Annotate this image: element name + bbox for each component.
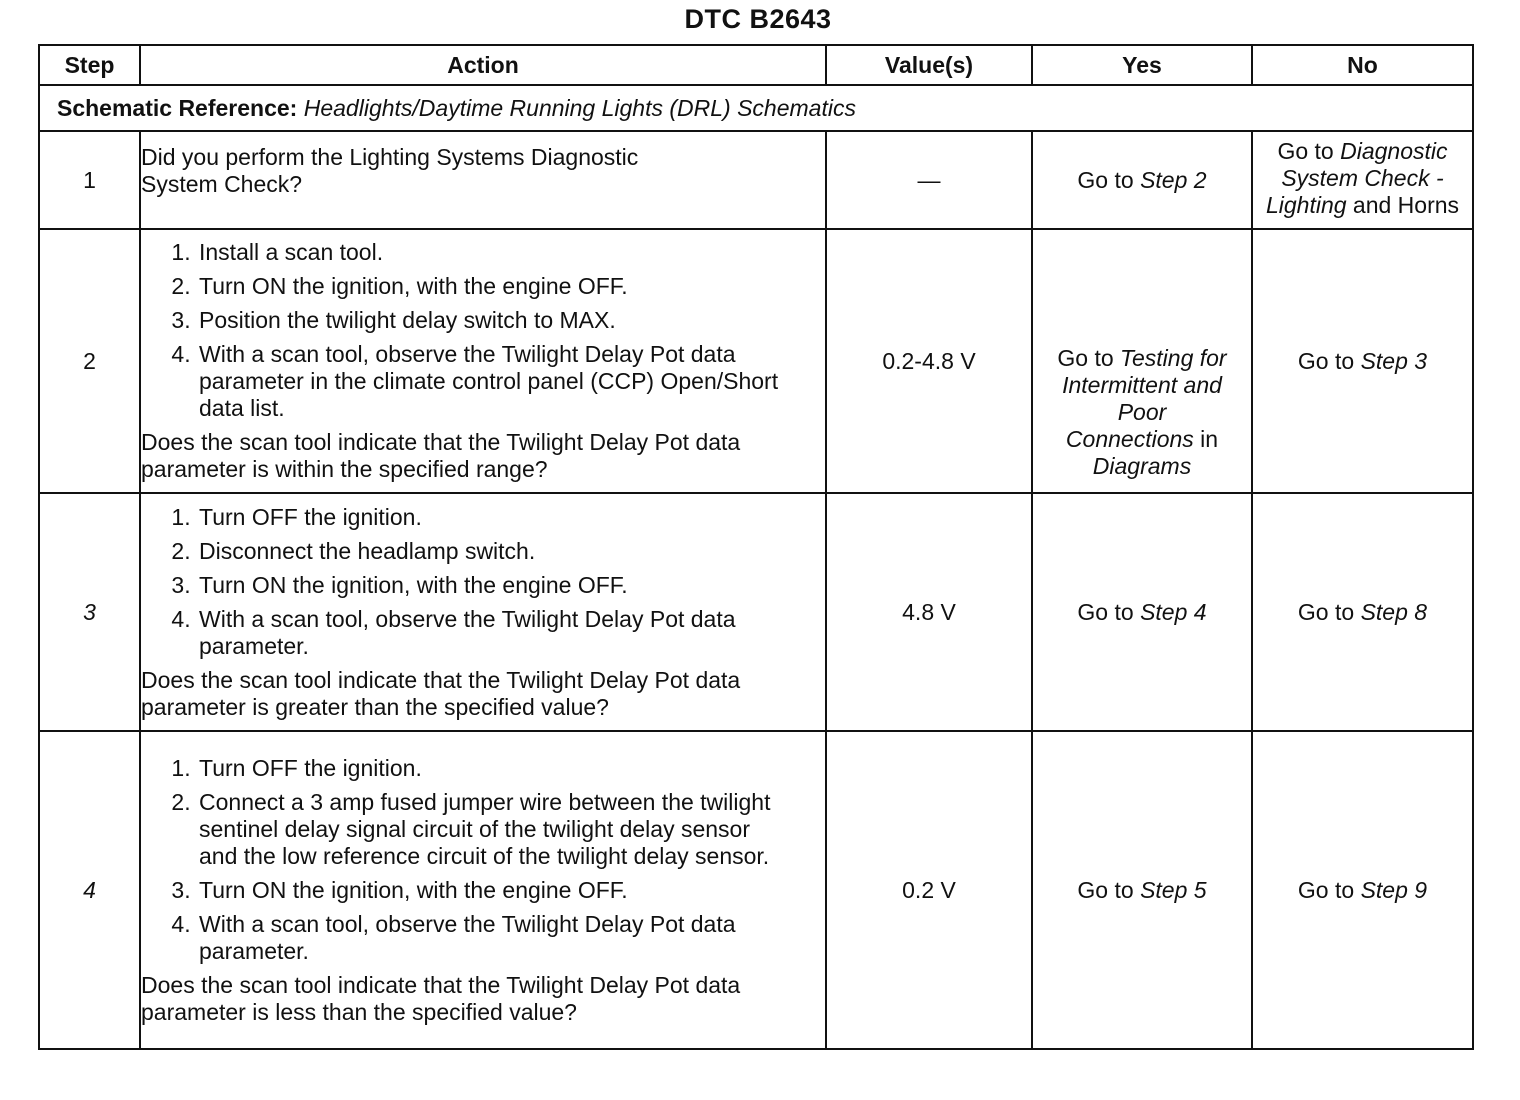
list-item: 3. Turn ON the ignition, with the engine OFF. [197, 572, 825, 599]
list-item: 1. Install a scan tool. [197, 239, 825, 266]
step-link[interactable]: Step 9 [1360, 876, 1428, 903]
action-steps [141, 239, 825, 422]
value-cell: 4.8 V [826, 493, 1032, 731]
value-cell: 0.2-4.8 V [826, 229, 1032, 493]
list-item: 1. Turn OFF the ignition. [197, 755, 825, 782]
action-question: Does the scan tool indicate that the Twilight Delay Pot data parameter is greater than the specified value? [141, 666, 741, 720]
header-yes: Yes [1032, 45, 1252, 85]
step-link[interactable]: Step 4 [1140, 598, 1207, 625]
list-item: 4. With a scan tool, observe the Twilight Delay Pot data parameter in the climate control panel (CCP) Open/Short data list. [197, 341, 825, 422]
header-values: Value(s) [826, 45, 1032, 85]
table-row [39, 731, 1473, 1049]
diagnostic-system-check-link[interactable]: Diagnostic System Check - Lighting [1265, 138, 1448, 218]
value-cell: 0.2 V [826, 731, 1032, 1049]
action-question: Does the scan tool indicate that the Twilight Delay Pot data parameter is less than the specified value? [141, 971, 741, 1025]
diagrams-link[interactable]: Diagrams [1092, 452, 1192, 479]
table-row [39, 131, 1473, 229]
header-no: No [1252, 45, 1473, 85]
schematic-reference-label: Schematic Reference: [57, 94, 298, 121]
action-question: Did you perform the Lighting Systems Diagnostic System Check? [141, 144, 639, 197]
step-number: 4 [39, 731, 140, 1049]
yes-cell: Go to Step 4 [1032, 493, 1252, 731]
yes-cell: Go to Step 5 [1032, 731, 1252, 1049]
step-link[interactable]: Step 5 [1140, 876, 1207, 903]
step-number: 3 [39, 493, 140, 731]
yes-cell: Go to Testing for Intermittent and Poor Connections in Diagrams [1032, 229, 1252, 493]
list-item: 4. With a scan tool, observe the Twilight Delay Pot data parameter. [197, 606, 825, 660]
action-steps [141, 755, 825, 965]
testing-intermittent-link[interactable]: Testing for Intermittent and Poor Connections [1062, 344, 1227, 452]
list-item: 2. Disconnect the headlamp switch. [197, 538, 825, 565]
schematic-reference-value: Headlights/Daytime Running Lights (DRL) Schematics [303, 94, 856, 121]
yes-cell: Go to Step 2 [1032, 131, 1252, 229]
step-link[interactable]: Step 8 [1360, 598, 1428, 625]
list-item: 3. Turn ON the ignition, with the engine OFF. [197, 877, 825, 904]
step-link[interactable]: Step 2 [1140, 166, 1207, 193]
list-item: 4. With a scan tool, observe the Twilight Delay Pot data parameter. [197, 911, 825, 965]
action-cell [140, 229, 826, 493]
diagnostic-table [38, 44, 1474, 1050]
table-row [39, 229, 1473, 493]
step-number: 1 [39, 131, 140, 229]
list-item: 1. Turn OFF the ignition. [197, 504, 825, 531]
action-cell [140, 493, 826, 731]
no-cell: Go to Step 3 [1252, 229, 1473, 493]
header-step: Step [39, 45, 140, 85]
header-row [39, 45, 1473, 85]
step-number: 2 [39, 229, 140, 493]
list-item: 2. Turn ON the ignition, with the engine OFF. [197, 273, 825, 300]
no-cell: Go to Step 9 [1252, 731, 1473, 1049]
schematic-reference [39, 85, 1473, 131]
table-row [39, 493, 1473, 731]
list-item: 2. Connect a 3 amp fused jumper wire between the twilight sentinel delay signal circuit of the twilight delay sensor and the low reference circuit of the twilight delay sensor. [197, 789, 825, 870]
action-cell [140, 731, 826, 1049]
schematic-reference-row [39, 85, 1473, 131]
no-cell: Go to Diagnostic System Check - Lighting and Horns [1252, 131, 1473, 229]
action-cell [140, 131, 826, 229]
value-cell: — [826, 131, 1032, 229]
step-link[interactable]: Step 3 [1360, 347, 1428, 374]
action-steps [141, 504, 825, 660]
header-action: Action [140, 45, 826, 85]
action-question: Does the scan tool indicate that the Twilight Delay Pot data parameter is within the specified range? [141, 429, 741, 482]
no-cell: Go to Step 8 [1252, 493, 1473, 731]
list-item: 3. Position the twilight delay switch to MAX. [197, 307, 825, 334]
page-title: DTC B2643 [684, 4, 832, 34]
